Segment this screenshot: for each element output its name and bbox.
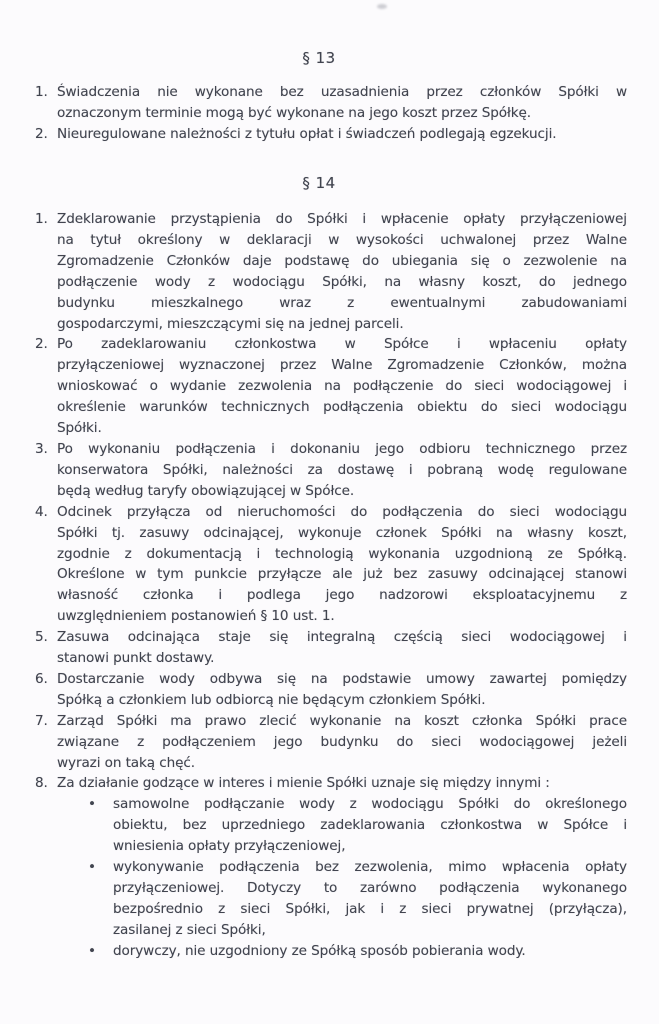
bullet-text: dorywczy, nie uzgodniony ze Spółką sposób pobierania wody. xyxy=(113,942,526,959)
bullet-marker: • xyxy=(88,942,97,959)
numbered-list xyxy=(35,82,627,145)
scan-artifact-speck xyxy=(377,4,387,9)
list-item xyxy=(35,627,627,669)
section-heading: § 14 xyxy=(302,174,336,192)
list-item xyxy=(35,711,627,774)
section-heading: § 13 xyxy=(302,49,336,67)
list-item xyxy=(35,334,627,439)
item-text: Za działanie godzące w interes i mienie Spółki uznaje się między innymi : xyxy=(57,775,550,792)
item-number: 2. xyxy=(35,125,48,142)
item-text: Świadczenia nie wykonane bez uzasadnienia przez członków Spółki w oznaczonym terminie mogą być wykonane na jego koszt przez Spółkę. xyxy=(57,84,627,121)
item-text: Odcinek przyłącza od nieruchomości do podłączenia do sieci wodociągu Spółki tj. zasuwy odcinającej, wykonuje członek Spółki na własny koszt, zgodnie z dokumentacją i technologią wykonania uzgodnioną ze Spółką. Określone w tym punkcie przyłącze ale już bez zasuwy odcinającej stanowi własność członka i podlega jego nadzorowi eksploatacyjnemu z uwzględnieniem postanowień § 10 ust. 1. xyxy=(57,503,627,625)
item-number: 3. xyxy=(35,440,48,457)
item-text: Dostarczanie wody odbywa się na podstawie umowy zawartej pomiędzy Spółką a członkiem lub odbiorcą nie będącym członkiem Spółki. xyxy=(57,670,627,708)
item-text: Zasuwa odcinająca staje się integralną częścią sieci wodociągowej i stanowi punkt dostawy. xyxy=(57,629,627,667)
numbered-list xyxy=(35,209,627,962)
item-number: 4. xyxy=(35,503,48,520)
item-text: Po zadeklarowaniu członkostwa w Spółce i wpłaceniu opłaty przyłączeniowej wyznaczonej przez Walne Zgromadzenie Członków, można wnioskować o wydanie zezwolenia na podłączenie do sieci wodociągowej i określenie warunków technicznych podłączenia obiektu do sieci wodociągu Spółki. xyxy=(57,336,627,437)
list-item xyxy=(35,82,627,124)
item-text: Zdeklarowanie przystąpienia do Spółki i wpłacenie opłaty przyłączeniowej na tytuł określony w deklaracji w wysokości uchwalonej przez Walne Zgromadzenie Członków daje podstawę do ubiegania się o zezwolenie na podłączenie wody z wodociągu Spółki, na własny koszt, do jednego budynku mieszkalnego wraz z ewentualnymi zabudowaniami gospodarczymi, mieszczącymi się na jednej parceli. xyxy=(57,211,627,332)
item-text: Zarząd Spółki ma prawo zlecić wykonanie na koszt członka Spółki prace związane z podłączeniem jego budynku do sieci wodociągowej jeżeli wyrazi on taką chęć. xyxy=(57,712,627,771)
bullet-item xyxy=(57,941,627,962)
bullet-item xyxy=(57,857,627,941)
item-number: 2. xyxy=(35,336,48,353)
list-item xyxy=(35,124,627,145)
bullet-marker: • xyxy=(88,859,97,876)
bullet-list xyxy=(57,794,627,961)
section-13 xyxy=(35,48,627,145)
list-item xyxy=(35,439,627,502)
list-item xyxy=(35,773,627,961)
bullet-text: samowolne podłączanie wody z wodociągu Spółki do określonego obiektu, bez uprzedniego zadeklarowania członkostwa w Spółce i wniesienia opłaty przyłączeniowej, xyxy=(113,796,627,855)
bullet-marker: • xyxy=(88,796,97,813)
list-item xyxy=(35,209,627,334)
item-number: 7. xyxy=(35,712,48,729)
item-number: 5. xyxy=(35,629,48,646)
item-number: 1. xyxy=(35,211,48,227)
list-item xyxy=(35,502,627,627)
item-number: 6. xyxy=(35,670,48,687)
bullet-item xyxy=(57,794,627,857)
section-14 xyxy=(35,173,627,962)
list-item xyxy=(35,669,627,711)
item-number: 8. xyxy=(35,775,48,792)
item-number: 1. xyxy=(35,84,48,100)
bullet-text: wykonywanie podłączenia bez zezwolenia, mimo wpłacenia opłaty przyłączeniowej. Dotyczy to zarówno podłączenia wykonanego bezpośrednio z sieci Spółki, jak i z sieci prywatnej (przyłącza), zasilanej z sieci Spółki, xyxy=(113,859,627,938)
item-text: Po wykonaniu podłączenia i dokonaniu jego odbioru technicznego przez konserwatora Spółki, należności za dostawę i pobraną wodę regulowane będą według taryfy obowiązującej w Spółce. xyxy=(57,440,627,499)
item-text: Nieuregulowane należności z tytułu opłat i świadczeń podlegają egzekucji. xyxy=(57,125,557,142)
